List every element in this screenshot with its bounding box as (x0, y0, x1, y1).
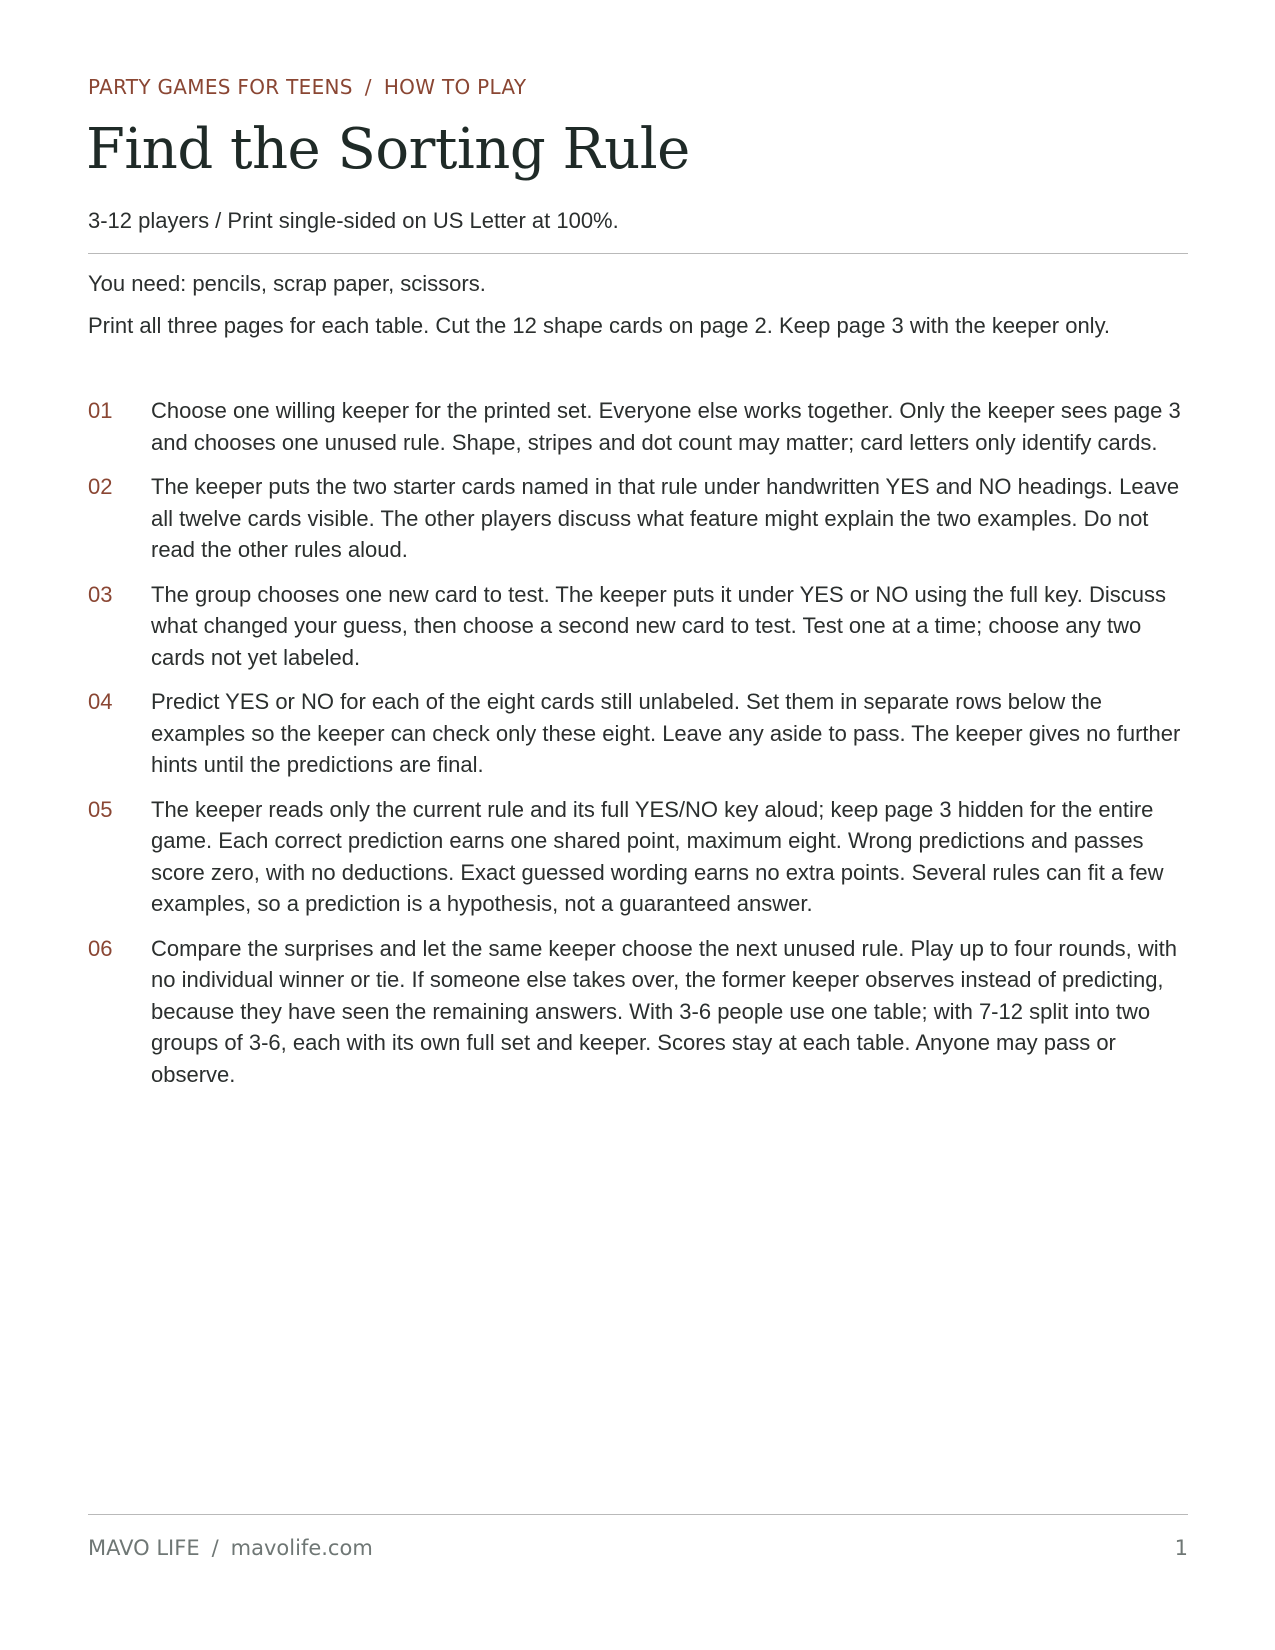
header-divider (88, 253, 1188, 254)
breadcrumb-section: PARTY GAMES FOR TEENS (88, 75, 353, 99)
step-text: The keeper puts the two starter cards named in that rule under handwritten YES and NO headings. Leave all twelve cards visible. The other players discuss what feature might explain the two examples. Do not read the other rules aloud. (151, 474, 1180, 562)
breadcrumb (88, 75, 526, 99)
step-text: Choose one willing keeper for the printed set. Everyone else works together. Only the keeper sees page 3 and chooses one unused rule. Shape, stripes and dot count may matter; card letters only identify cards. (151, 398, 1181, 455)
footer-site-link[interactable]: mavolife.com (230, 1536, 373, 1560)
step-text: Predict YES or NO for each of the eight cards still unlabeled. Set them in separate rows below the examples so the keeper can check only these eight. Leave any aside to pass. The keeper gives no further hints until the predictions are final. (151, 689, 1181, 777)
step-item (88, 794, 1188, 920)
page-title: Find the Sorting Rule (86, 117, 690, 182)
step-number: 02 (88, 474, 113, 499)
materials-needed: You need: pencils, scrap paper, scissors. (88, 271, 486, 296)
footer-separator: / (211, 1536, 219, 1560)
step-number: 01 (88, 398, 113, 423)
breadcrumb-subsection: HOW TO PLAY (383, 75, 527, 99)
page-number: 1 (1174, 1536, 1188, 1560)
step-item (88, 395, 1188, 458)
intro-section (88, 268, 1188, 351)
step-number: 06 (88, 935, 113, 961)
step-item (88, 686, 1188, 781)
step-number: 04 (88, 689, 113, 714)
step-text: Compare the surprises and let the same keeper choose the next unused rule. Play up to four rounds, with no individual winner or tie. If someone else takes over, the former keeper observes instead of predicting, because they have seen the remaining answers. With 3-6 people use one table; with 7-12 split into two groups of 3-6, each with its own full set and keeper. Scores stay at each table. Anyone may pass or observe. (151, 935, 1178, 1087)
steps-list (88, 395, 1188, 1103)
document-page (88, 0, 1188, 1650)
step-number: 05 (88, 796, 113, 822)
step-item (88, 579, 1188, 674)
step-item (88, 933, 1188, 1091)
footer-brand-name: MAVO LIFE (88, 1536, 200, 1560)
step-number: 03 (88, 581, 113, 607)
step-item (88, 471, 1188, 566)
breadcrumb-separator: / (364, 75, 372, 99)
print-instructions: Print all three pages for each table. Cut the 12 shape cards on page 2. Keep page 3 with the keeper only. (88, 312, 1111, 338)
footer-divider (88, 1514, 1188, 1515)
page-subtitle: 3-12 players / Print single-sided on US Letter at 100%. (88, 208, 619, 233)
step-text: The group chooses one new card to test. The keeper puts it under YES or NO using the full key. Discuss what changed your guess, then choose a second new card to test. Test one at a time; choose any two cards not yet labeled. (151, 581, 1166, 670)
footer-brand (88, 1536, 373, 1560)
step-text: The keeper reads only the current rule and its full YES/NO key aloud; keep page 3 hidden for the entire game. Each correct prediction earns one shared point, maximum eight. Wrong predictions and passes score zero, with no deductions. Exact guessed wording earns no extra points. Several rules can fit a few examples, so a prediction is a hypothesis, not a guaranteed answer. (151, 796, 1164, 916)
